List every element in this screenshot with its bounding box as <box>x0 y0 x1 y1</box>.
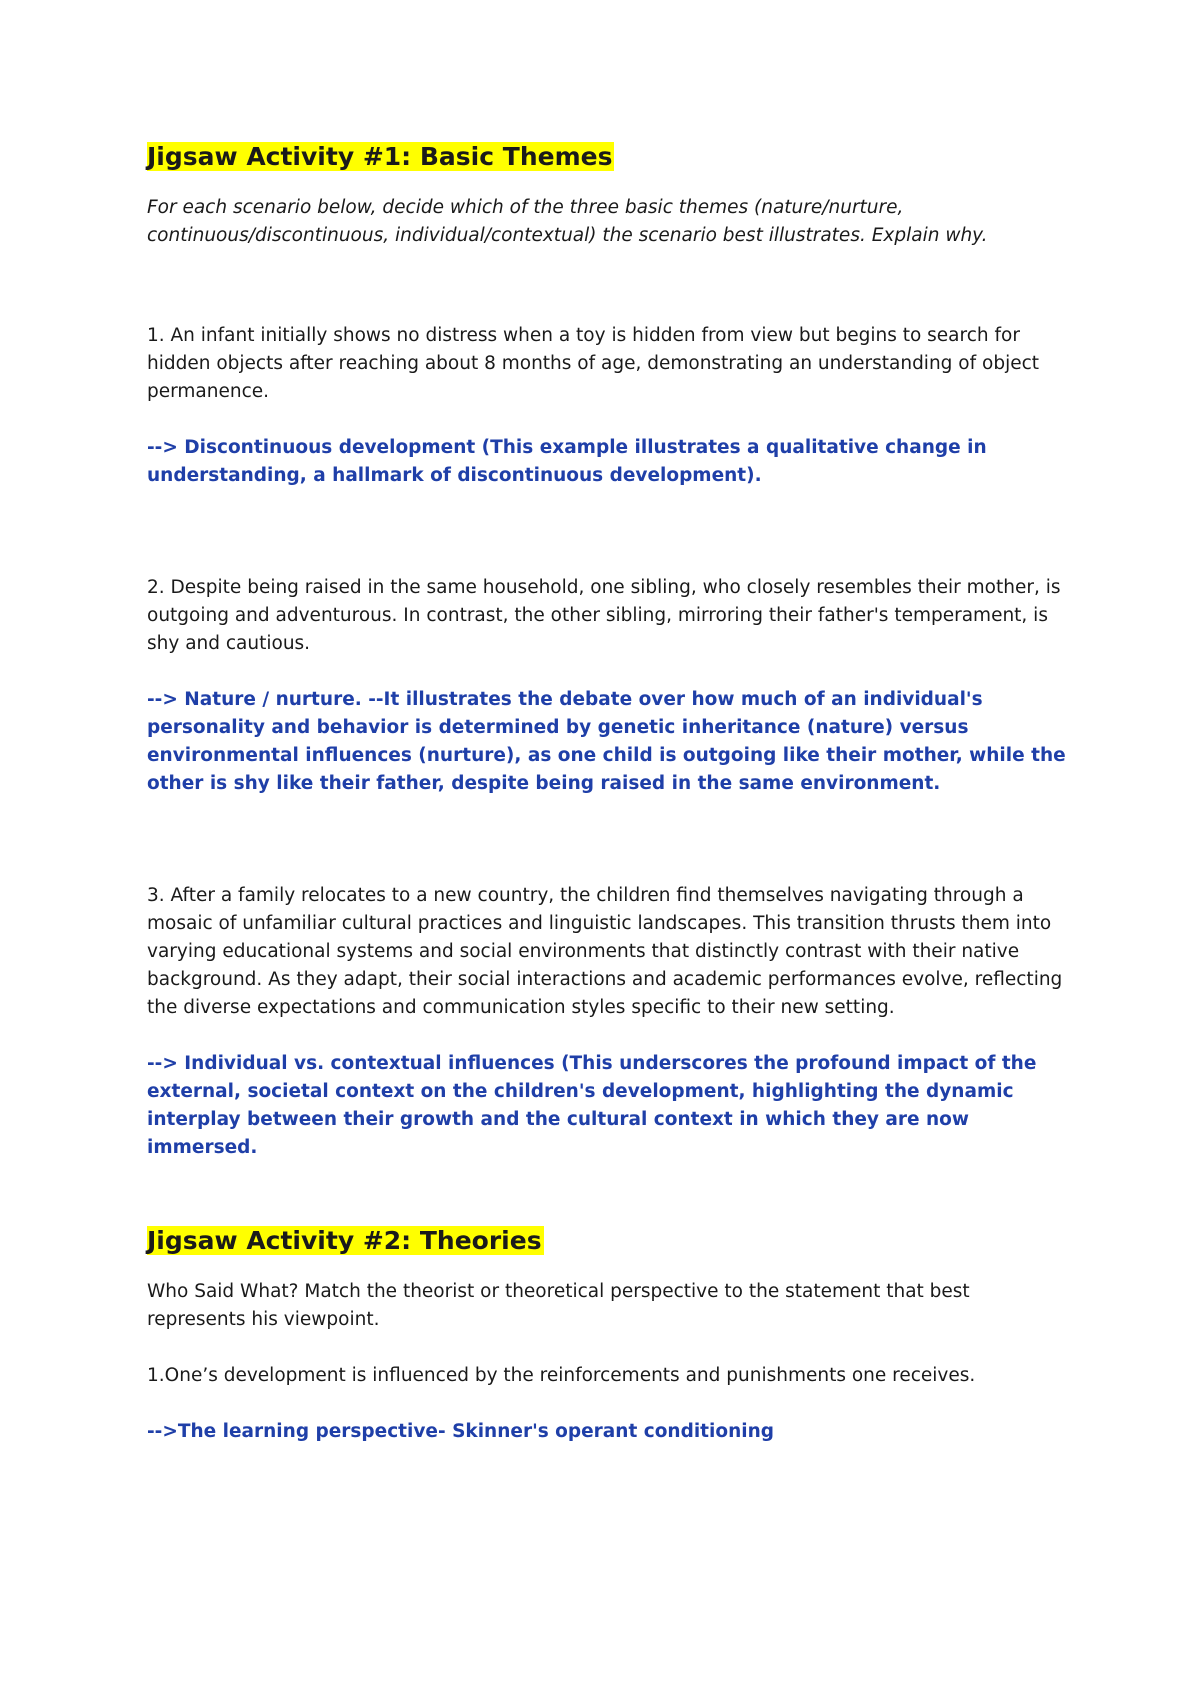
section1-heading <box>147 140 1067 174</box>
theory-1-statement: 1.One’s development is influenced by the reinforcements and punishments one receives. <box>147 1365 976 1386</box>
scenario-3-answer: --> Individual vs. contextual influences (This underscores the profound impact of the external, societal context on the children's development, highlighting the dynamic interplay between their growth and the cultural context in which they are now immersed. <box>147 1053 1037 1158</box>
theory-1-answer: -->The learning perspective- Skinner's operant conditioning <box>147 1421 774 1442</box>
section2-heading-text: Jigsaw Activity #2: Theories <box>147 1226 542 1255</box>
section1-heading-text: Jigsaw Activity #1: Basic Themes <box>147 142 613 171</box>
scenario-3-question: 3. After a family relocates to a new country, the children find themselves navigating through a mosaic of unfamiliar cultural practices and linguistic landscapes. This transition thrusts them into varying educational systems and social environments that distinctly contrast with their native background. As they adapt, their social interactions and academic performances evolve, reflecting the diverse expectations and communication styles specific to their new setting. <box>147 885 1063 1018</box>
document-page <box>147 140 1067 1446</box>
section1-instructions: For each scenario below, decide which of the three basic themes (nature/nurture, continuous/discontinuous, individual/contextual) the scenario best illustrates. Explain why. <box>147 197 988 246</box>
scenario-1-answer: --> Discontinuous development (This example illustrates a qualitative change in understanding, a hallmark of discontinuous development). <box>147 437 987 486</box>
scenario-2-answer: --> Nature / nurture. --It illustrates the debate over how much of an individual's personality and behavior is determined by genetic inheritance (nature) versus environmental influences (nurture), as one child is outgoing like their mother, while the other is shy like their father, despite being raised in the same environment. <box>147 689 1066 794</box>
section2-instructions: Who Said What? Match the theorist or theoretical perspective to the statement that best represents his viewpoint. <box>147 1281 970 1330</box>
scenario-1-question: 1. An infant initially shows no distress when a toy is hidden from view but begins to search for hidden objects after reaching about 8 months of age, demonstrating an understanding of object permanence. <box>147 325 1040 402</box>
scenario-2-question: 2. Despite being raised in the same household, one sibling, who closely resembles their mother, is outgoing and adventurous. In contrast, the other sibling, mirroring their father's temperament, is shy and cautious. <box>147 577 1061 654</box>
section2-heading <box>147 1224 1067 1258</box>
